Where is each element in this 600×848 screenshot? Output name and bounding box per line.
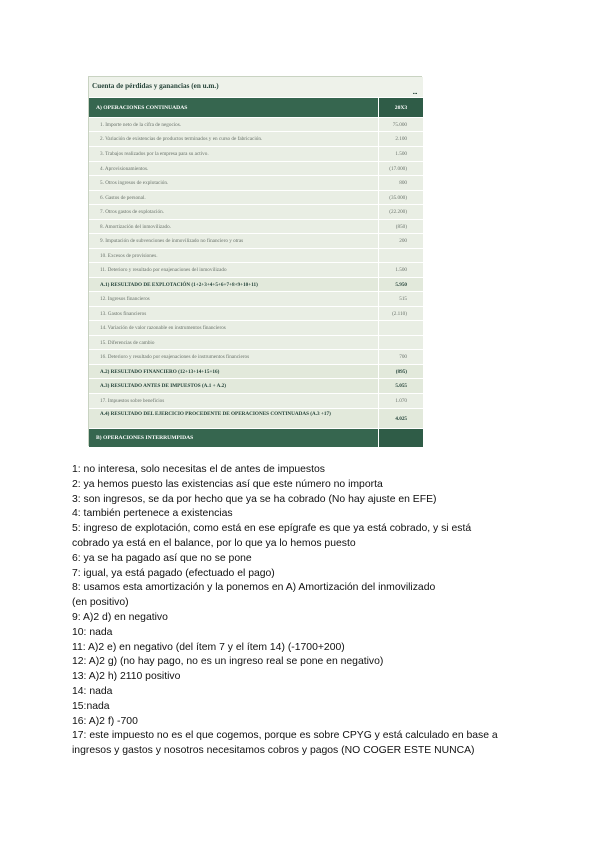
row-value: (22.200) [378, 205, 423, 219]
row-label: 17. Impuestos sobre beneficios [100, 398, 165, 404]
row-value: (35.000) [378, 191, 423, 204]
table-row [89, 204, 423, 219]
note-line: 1: no interesa, solo necesitas el de antes de impuestos [72, 464, 325, 475]
note-line: 3: son ingresos, se da por hecho que ya se ha cobrado (No hay ajuste en EFE) [72, 493, 437, 505]
row-label: 3. Trabajos realizados por la empresa para su activo. [100, 151, 209, 157]
table-title: Cuenta de pérdidas y ganancias (en u.m.) [92, 82, 219, 90]
row-label: 6. Gastos de personal. [100, 195, 146, 201]
note-line: 14: nada [72, 685, 113, 697]
row-value: (895) [378, 365, 423, 378]
table-row [89, 131, 423, 146]
table-row [89, 262, 423, 277]
note-line: 12: A)2 g) (no hay pago, no es un ingreso real se pone en negativo) [72, 656, 384, 668]
row-value: (2.110) [378, 307, 423, 320]
row-label: 7. Otros gastos de explotación. [100, 209, 164, 215]
note-line: 6: ya se ha pagado así que no se pone [72, 552, 252, 564]
note-line: 4: también pertenece a existencias [72, 508, 233, 520]
row-value: 75.000 [378, 118, 423, 131]
row-value: 1.500 [378, 263, 423, 277]
row-label: A.3) RESULTADO ANTES DE IMPUESTOS (A.1 + A.2) [100, 383, 226, 389]
table-row [89, 335, 423, 349]
row-label: A.1) RESULTADO DE EXPLOTACIÓN (1+2+3+4+5+6+7+8+9+10+11) [100, 282, 258, 288]
row-label: 16. Deterioro y resultado por enajenaciones de instrumentos financieros [100, 354, 250, 360]
row-value: 515 [378, 292, 423, 306]
table-row [89, 219, 423, 233]
row-value [378, 429, 423, 447]
row-label: 5. Otros ingresos de explotación. [100, 180, 169, 186]
table-row [89, 161, 423, 175]
row-value: 2.100 [378, 132, 423, 146]
row-label: A.2) RESULTADO FINANCIERO (12+13+14+15+16) [100, 369, 220, 375]
row-value: 4.025 [378, 409, 423, 428]
row-value [378, 336, 423, 349]
row-label: A) OPERACIONES CONTINUADAS [96, 105, 188, 111]
row-value: (17.000) [378, 162, 423, 175]
row-label: 12. Ingresos financieros [100, 296, 150, 302]
row-value [378, 249, 423, 262]
row-value: 700 [378, 350, 423, 364]
table-row [89, 393, 423, 408]
row-label: B) OPERACIONES INTERRUMPIDAS [96, 435, 194, 441]
note-line: 10: nada [72, 626, 113, 638]
table-row [89, 349, 423, 364]
row-label: 10. Excesos de provisiones. [100, 253, 158, 259]
subtotal-row [89, 408, 423, 428]
note-line: 8: usamos esta amortización y la ponemos en A) Amortización del inmovilizado [72, 582, 436, 594]
note-line: 5: ingreso de explotación, como está en ese epígrafe es que ya está cobrado, y si está [72, 523, 472, 535]
table-row [89, 175, 423, 190]
row-value: 20X3 [378, 98, 423, 117]
section-header-row [89, 97, 423, 117]
row-label: A.4) RESULTADO DEL EJERCICIO PROCEDENTE DE OPERACIONES CONTINUADAS (A.3 +17) [100, 411, 331, 417]
note-line: 11: A)2 e) en negativo (del ítem 7 y el ítem 14) (-1700+200) [72, 641, 345, 653]
notes-list [72, 463, 542, 759]
row-label: 11. Deterioro y resultado por enajenaciones del inmovilizado [100, 267, 227, 273]
row-value: 1.070 [378, 394, 423, 408]
row-label: 8. Amortización del inmovilizado. [100, 224, 172, 230]
row-label: 9. Imputación de subvenciones de inmovilizado no financiero y otras [100, 238, 244, 244]
subtotal-row [89, 378, 423, 393]
subtotal-row [89, 364, 423, 378]
row-label: 4. Aprovisionamientos. [100, 166, 149, 172]
note-line: 16: A)2 f) -700 [72, 715, 138, 727]
note-line: 2: ya hemos puesto las existencias así que este número no importa [72, 478, 383, 490]
section-footer-row [89, 428, 423, 447]
table-title-row [89, 77, 423, 97]
row-value: 1.500 [378, 147, 423, 161]
note-line: 7: igual, ya está pagado (efectuado el pago) [72, 567, 275, 579]
profit-loss-table [88, 76, 422, 446]
row-value: (850) [378, 220, 423, 233]
note-line: ingresos y gastos y nosotros necesitamos cobros y pagos (NO COGER ESTE NUNCA) [72, 745, 475, 757]
note-line: 9: A)2 d) en negativo [72, 611, 168, 623]
table-row [89, 291, 423, 306]
table-row [89, 190, 423, 204]
table-row [89, 117, 423, 131]
row-value [378, 321, 423, 335]
table-row [89, 248, 423, 262]
row-value: 5.950 [378, 278, 423, 291]
row-label: 1. Importe neto de la cifra de negocios. [100, 122, 182, 128]
note-line: cobrado ya está en el balance, por lo que ya lo hemos puesto [72, 537, 356, 549]
table-row [89, 306, 423, 320]
table-row [89, 320, 423, 335]
row-label: 15. Diferencias de cambio [100, 340, 155, 346]
row-label: 14. Variación de valor razonable en instrumentos financieros [100, 325, 226, 331]
row-label: 2. Variación de existencias de productos terminados y en curso de fabricación. [100, 136, 263, 142]
table-dots: ... [412, 89, 417, 96]
table-row [89, 146, 423, 161]
note-line: 15:nada [72, 700, 110, 712]
row-value: 800 [378, 176, 423, 190]
subtotal-row [89, 277, 423, 291]
table-row [89, 233, 423, 248]
note-line: 17: este impuesto no es el que cogemos, porque es sobre CPYG y está calculado en base a [72, 730, 498, 742]
note-line: 13: A)2 h) 2110 positivo [72, 671, 181, 683]
row-label: 13. Gastos financieros [100, 311, 147, 317]
note-line: (en positivo) [72, 597, 129, 609]
row-value: 200 [378, 234, 423, 248]
row-value: 5.055 [378, 379, 423, 393]
